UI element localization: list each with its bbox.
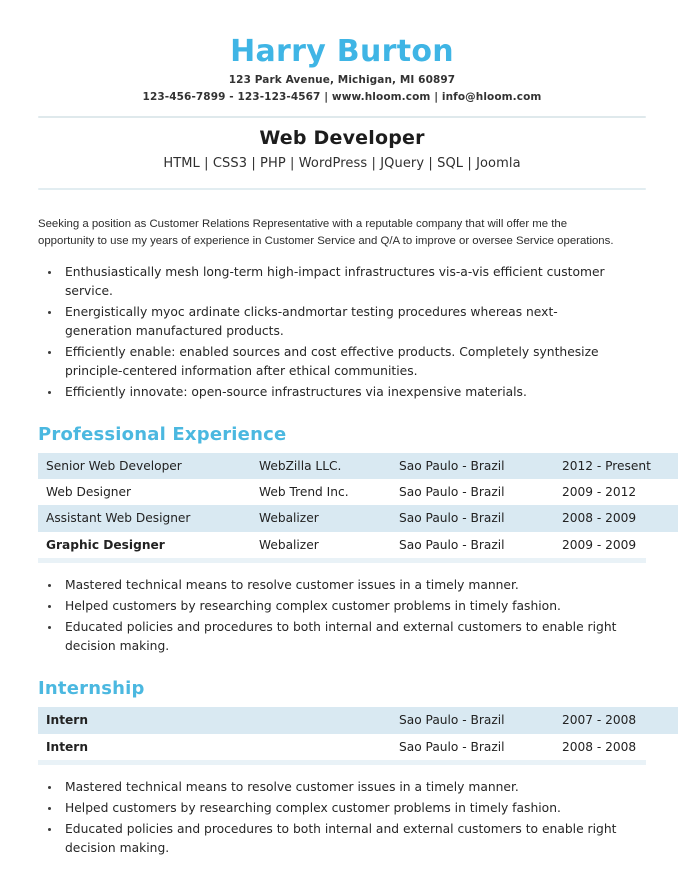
skills-list: HTML | CSS3 | PHP | WordPress | JQuery | SQL | Joomla	[163, 155, 521, 171]
table-row	[38, 734, 678, 760]
list-item: Enthusiastically mesh long-term high-impact infrastructures vis-a-vis efficient customer service.	[38, 263, 646, 301]
table-row	[38, 505, 678, 531]
row-title: Assistant Web Designer	[38, 505, 251, 531]
experience-table	[38, 453, 678, 558]
row-location: Sao Paulo - Brazil	[391, 707, 554, 733]
row-dates: 2009 - 2009	[562, 537, 637, 552]
row-location: Sao Paulo - Brazil	[399, 537, 505, 552]
row-dates: 2012 - Present	[554, 453, 678, 479]
list-item: Helped customers by researching complex customer problems in timely fashion.	[38, 597, 646, 616]
row-dates: 2008 - 2008	[562, 739, 637, 754]
list-item: Efficiently enable: enabled sources and cost effective products. Completely synthesize principle-centered information after ethical communities.	[38, 343, 646, 381]
list-item: Energistically myoc ardinate clicks-andmortar testing procedures whereas next-generation manufactured products.	[38, 303, 646, 341]
row-dates: 2007 - 2008	[554, 707, 678, 733]
row-location: Sao Paulo - Brazil	[391, 453, 554, 479]
internship-table-footer	[38, 760, 646, 765]
list-item: Efficiently innovate: open-source infrastructures via inexpensive materials.	[38, 383, 646, 402]
job-title: Web Developer	[259, 126, 425, 149]
row-title: Graphic Designer	[46, 537, 165, 552]
row-company: WebZilla LLC.	[251, 453, 391, 479]
row-location: Sao Paulo - Brazil	[399, 485, 505, 500]
row-location: Sao Paulo - Brazil	[391, 505, 554, 531]
list-item: Mastered technical means to resolve customer issues in a timely manner.	[38, 576, 646, 595]
list-item: Educated policies and procedures to both internal and external customers to enable right decision making.	[38, 820, 646, 858]
resume-header	[38, 0, 646, 105]
experience-bullet-list	[38, 576, 646, 656]
row-company	[251, 734, 391, 760]
row-dates: 2008 - 2009	[554, 505, 678, 531]
table-row	[38, 707, 678, 733]
title-block	[38, 118, 646, 177]
row-company	[251, 707, 391, 733]
summary-bullet-list	[38, 263, 646, 402]
internship-bullet-list	[38, 778, 646, 858]
row-title: Web Designer	[46, 485, 132, 500]
candidate-address: 123 Park Avenue, Michigan, MI 60897	[228, 73, 456, 86]
section-heading-internship: Internship	[38, 678, 145, 700]
row-company: Webalizer	[251, 505, 391, 531]
summary-paragraph: Seeking a position as Customer Relations Representative with a reputable company that will offer me the opportunity to use my years of experience in Customer Service and Q/A to improve or oversee Service operations.	[38, 217, 614, 247]
row-location: Sao Paulo - Brazil	[399, 739, 505, 754]
row-company: Webalizer	[259, 537, 319, 552]
internship-table	[38, 707, 678, 760]
candidate-name: Harry Burton	[230, 34, 454, 69]
row-company: Web Trend Inc.	[259, 485, 349, 500]
row-title: Intern	[38, 707, 251, 733]
section-heading-experience: Professional Experience	[38, 423, 287, 445]
list-item: Helped customers by researching complex customer problems in timely fashion.	[38, 799, 646, 818]
row-title: Senior Web Developer	[38, 453, 251, 479]
table-row	[38, 532, 678, 558]
table-row	[38, 453, 678, 479]
candidate-contact-line: 123-456-7899 - 123-123-4567 | www.hloom.com | info@hloom.com	[142, 91, 542, 104]
list-item: Mastered technical means to resolve customer issues in a timely manner.	[38, 778, 646, 797]
row-title: Intern	[46, 739, 88, 754]
divider-below-title	[38, 188, 646, 190]
experience-table-footer	[38, 558, 646, 563]
list-item: Educated policies and procedures to both internal and external customers to enable right decision making.	[38, 618, 646, 656]
row-dates: 2009 - 2012	[562, 485, 637, 500]
table-row	[38, 479, 678, 505]
